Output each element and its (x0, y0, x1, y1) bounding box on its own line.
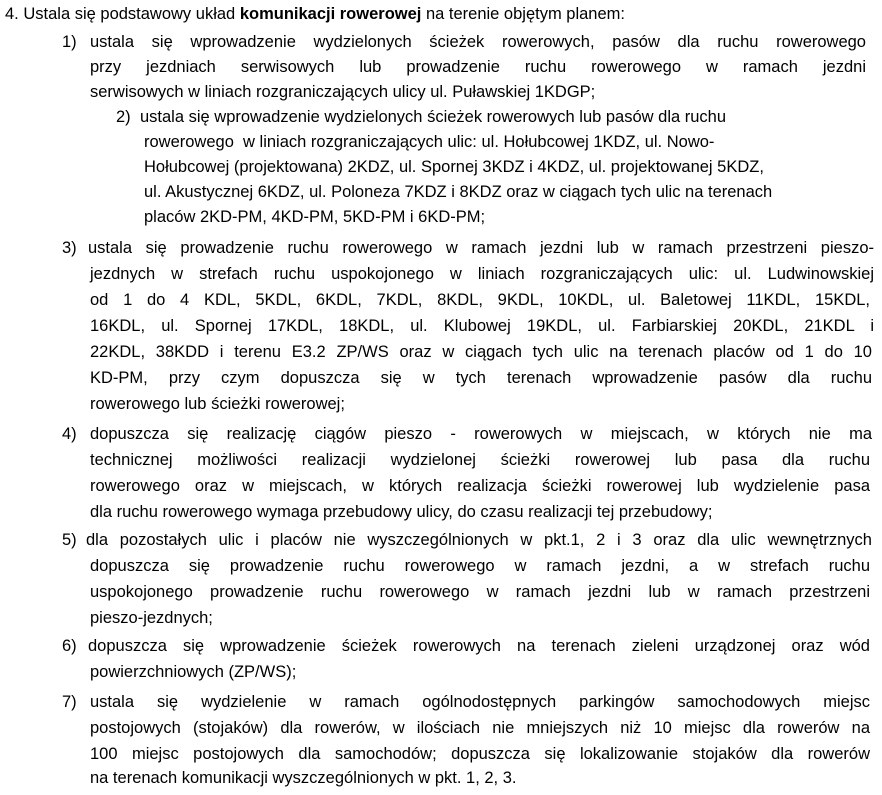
item-2-line: rowerowego w liniach rozgraniczających ulic: ul. Hołubcowej 1KDZ, ul. Nowo- (144, 133, 715, 151)
item-1-marker: 1) (62, 33, 77, 51)
item-3-line: od 1 do 4 KDL, 5KDL, 6KDL, 7KDL, 8KDL, 9KDL, 10KDL, ul. Baletowej 11KDL, 15KDL, (90, 291, 870, 309)
item-4-line: dla ruchu rowerowego wymaga przebudowy ulicy, do czasu realizacji tej przebudowy; (90, 503, 713, 521)
item-1-line: serwisowych w liniach rozgraniczających ulicy ul. Puławskiej 1KDGP; (90, 83, 596, 101)
item-2-line: Hołubcowej (projektowana) 2KDZ, ul. Spornej 3KDZ i 4KDZ, ul. projektowanej 5KDZ, (144, 158, 764, 176)
item-4-marker: 4) (62, 425, 77, 443)
item-7-line: ustala się wydzielenie w ramach ogólnodostępnych parkingów samochodowych miejsc (90, 693, 870, 711)
item-5-line: dla pozostałych ulic i placów nie wyszczególnionych w pkt.1, 2 i 3 oraz dla ulic wewnętrznych (86, 531, 872, 549)
item-5-marker: 5) (62, 531, 77, 549)
item-1-line: przy jezdniach serwisowych lub prowadzenie ruchu rowerowego w ramach jezdni (90, 58, 866, 76)
item-7-marker: 7) (62, 693, 77, 711)
item-6-line: powierzchniowych (ZP/WS); (90, 663, 297, 681)
item-3-line: ustala się prowadzenie ruchu rowerowego w ramach jezdni lub w ramach przestrzeni pieszo- (88, 239, 874, 257)
section-number: 4. (5, 5, 19, 23)
item-3-line: 22KDL, 38KDD i terenu E3.2 ZP/WS oraz w ciągach tych ulic na terenach placów od 1 do 10 (90, 343, 872, 361)
item-7-line: postojowych (stojaków) dla rowerów, w ilościach nie mniejszych niż 10 miejsc dla rowerów na (90, 719, 870, 737)
item-7-line: 100 miejsc postojowych dla samochodów; dopuszcza się lokalizowanie stojaków dla rowerów (90, 745, 870, 763)
item-1-line: ustala się wprowadzenie wydzielonych ścieżek rowerowych, pasów dla ruchu rowerowego (90, 33, 866, 51)
item-7-line: na terenach komunikacji wyszczególnionych w pkt. 1, 2, 3. (90, 769, 517, 787)
item-5-line: dopuszcza się prowadzenie ruchu rowerowego w ramach jezdni, a w strefach ruchu (90, 557, 870, 575)
item-2-line: placów 2KD-PM, 4KD-PM, 5KD-PM i 6KD-PM; (144, 208, 486, 226)
heading-text-after: na terenie objętym planem: (421, 5, 625, 23)
item-5-line: pieszo-jezdnych; (90, 609, 213, 627)
item-6-marker: 6) (62, 637, 77, 655)
item-3-line: 16KDL, ul. Spornej 17KDL, 18KDL, ul. Klubowej 19KDL, ul. Farbiarskiej 20KDL, 21KDL i (90, 317, 874, 335)
heading-bold-text: komunikacji rowerowej (239, 5, 422, 23)
item-2-line: ul. Akustycznej 6KDZ, ul. Poloneza 7KDZ i 8KDZ oraz w ciągach tych ulic na terenach (144, 183, 773, 201)
item-6-line: dopuszcza się wprowadzenie ścieżek rowerowych na terenach zieleni urządzonej oraz wód (88, 637, 870, 655)
item-5-line: uspokojonego prowadzenie ruchu rowerowego w ramach jezdni lub w ramach przestrzeni (90, 583, 870, 601)
item-2-marker: 2) (116, 108, 131, 126)
item-4-line: technicznej możliwości realizacji wydzielonej ścieżki rowerowej lub pasa dla ruchu (90, 451, 870, 469)
section-heading (5, 2, 625, 26)
item-3-line: KD-PM, przy czym dopuszcza się w tych terenach wprowadzenie pasów dla ruchu (90, 369, 872, 387)
item-4-line: rowerowego oraz w miejscach, w których realizacja ścieżki rowerowej lub wydzielenie pasa (90, 477, 870, 495)
item-2-line: ustala się wprowadzenie wydzielonych ścieżek rowerowych lub pasów dla ruchu (140, 108, 727, 126)
item-3-line: rowerowego lub ścieżki rowerowej; (90, 395, 345, 413)
item-3-line: jezdnych w strefach ruchu uspokojonego w liniach rozgraniczających ulic: ul. Ludwinowskiej (90, 265, 874, 283)
item-3-marker: 3) (62, 239, 77, 257)
heading-text-before: Ustala się podstawowy układ (23, 5, 240, 23)
item-4-line: dopuszcza się realizację ciągów pieszo - rowerowych w miejscach, w których nie ma (90, 425, 872, 443)
